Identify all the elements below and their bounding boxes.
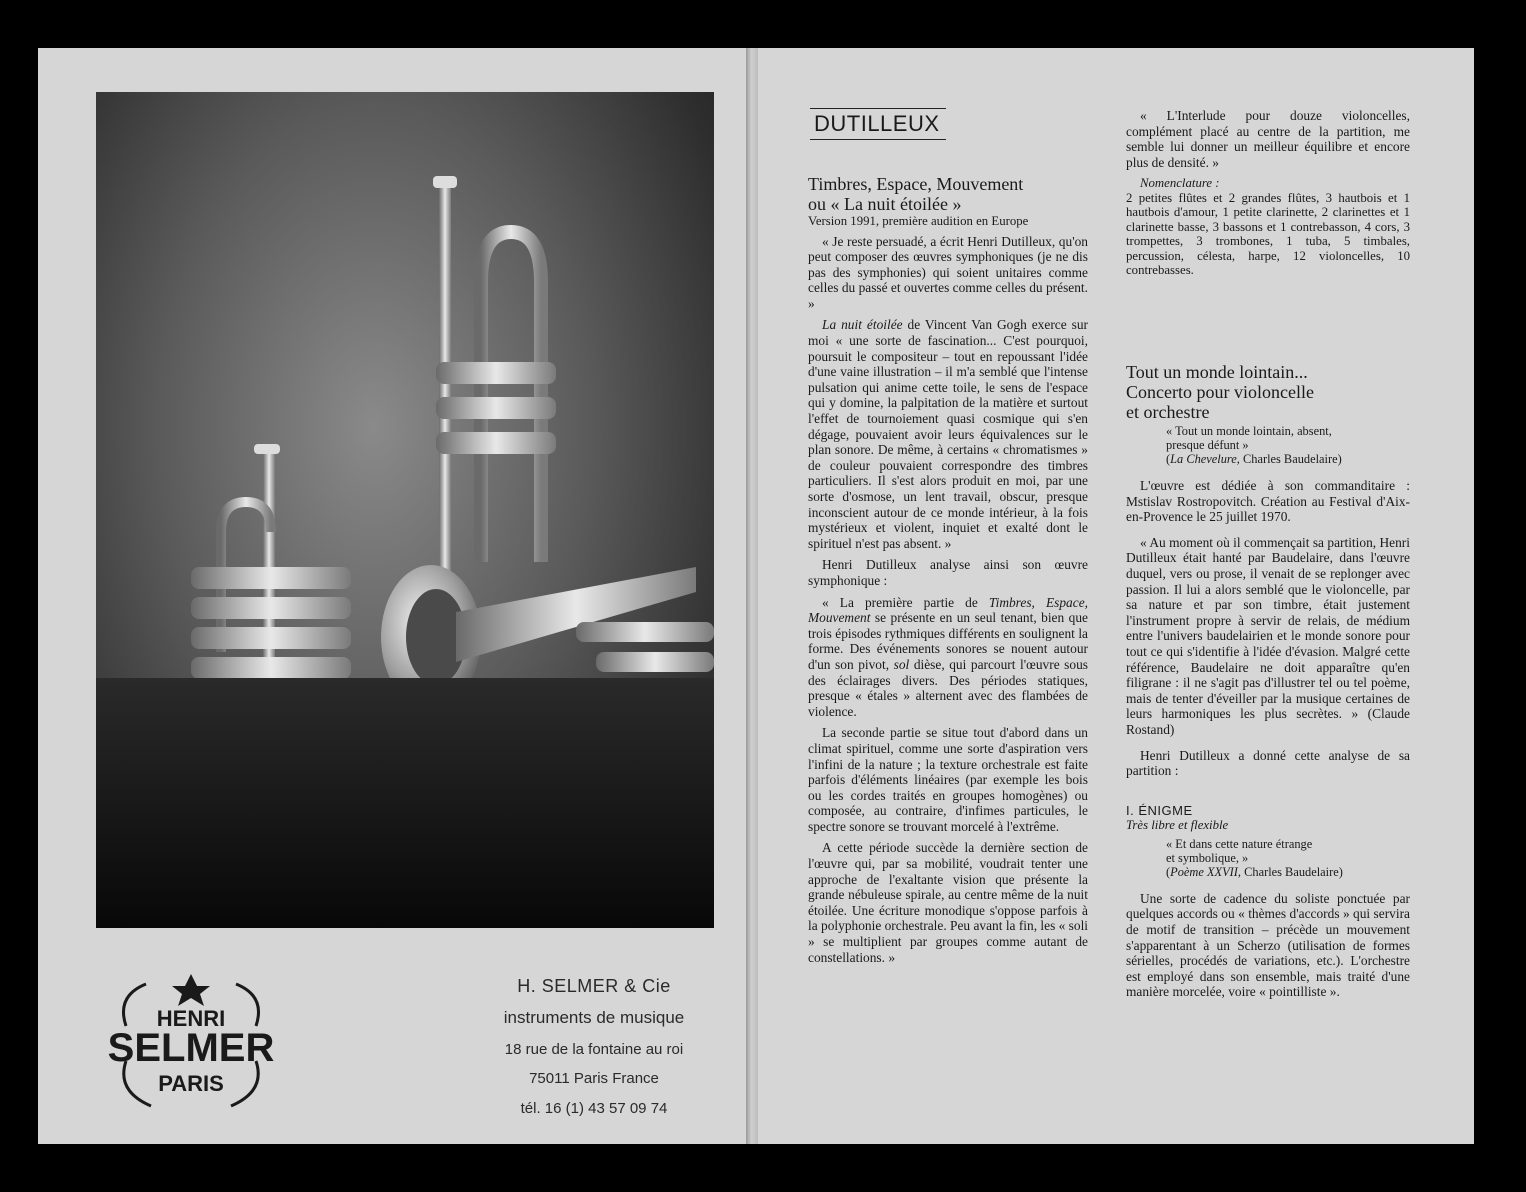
section1-title: I. ÉNIGME xyxy=(1126,802,1193,818)
logo-top-text: HENRI xyxy=(156,1006,226,1031)
work1-paragraph-4: « La première partie de Timbres, Espace, Mouvement se présente en un seul tenant, bien que trois épisodes rythmiques différents en soulignent la forme. Des événements sonores se nouent autour d'un son pivot, sol dièse, qui parcourt l'œuvre sous des éclairages divers. Des périodes statiques, presque « étales » alternent avec des flambées de violence. xyxy=(808,594,1088,719)
section1-quote-line2: et symbolique, » xyxy=(1166,850,1249,865)
composer-heading: DUTILLEUX xyxy=(810,108,946,140)
company-street: 18 rue de la fontaine au roi xyxy=(504,1041,684,1058)
work1-paragraph-7: « L'Interlude pour douze violoncelles, complément placé au centre de la partition, me semble lui donner un meilleur équilibre et encore plus de densité. » xyxy=(1126,108,1410,170)
section1-quote-source: (Poème XXVII, Charles Baudelaire) xyxy=(1166,864,1343,879)
work2-title-line2: Concerto pour violoncelle xyxy=(1126,382,1314,402)
work2-title-line3: et orchestre xyxy=(1126,402,1210,422)
book-spine xyxy=(746,48,758,1144)
work2-paragraph-2: « Au moment où il commençait sa partition, Henri Dutilleux était hanté par Baudelaire, dans l'œuvre duquel, vers ou prose, il venait de se replonger avec passion. Il lui a alors semblé que le violoncelle, par sa nature et par son timbre, était justement l'instrument propre à servir de relais, de médium entre l'univers baudelairien et le monde sonore pour tout ce qui s'identifie à l'idée d'évasion. Malgré cette référence, Baudelaire ne doit apparaître qu'en filigrane : il ne s'agit pas d'illustrer tel ou tel poème, mais de tenter d'éveiller par la musique certaines de leurs harmoniques les plus secrètes. » (Claude Rostand) xyxy=(1126,534,1410,737)
work2-paragraph-1: L'œuvre est dédiée à son commanditaire : Mstislav Rostropovitch. Création au Festival d'Aix-en-Provence le 25 juillet 1970. xyxy=(1126,478,1410,525)
work2-epigraph-line2: presque défunt » xyxy=(1166,438,1249,452)
section1-tempo: Très libre et flexible xyxy=(1126,818,1229,833)
nomenclature-label: Nomenclature : xyxy=(1140,176,1220,191)
work1-subtitle: Version 1991, première audition en Europe xyxy=(808,214,1029,228)
work1-paragraph-3: Henri Dutilleux analyse ainsi son œuvre symphonique : xyxy=(808,557,1088,588)
work2-epigraph-line1: « Tout un monde lointain, absent, xyxy=(1166,424,1332,438)
company-phone: tél. 16 (1) 43 57 09 74 xyxy=(520,1100,668,1117)
company-city: 75011 Paris France xyxy=(529,1070,659,1087)
section1-quote-line1: « Et dans cette nature étrange xyxy=(1166,836,1313,851)
selmer-logo xyxy=(96,966,286,1116)
trumpets-photo xyxy=(96,92,714,928)
work1-paragraph-2: La nuit étoilée de Vincent Van Gogh exerce sur moi « une sorte de fascination... C'est pourquoi, poursuit le compositeur – tout en repoussant l'idée d'une vaine illustration – il m'a semblé que l'intense pulsation qui anime cette toile, le sens de l'espace qui y domine, la palpitation de la matière et surtout l'effet de tournoiement quasi cosmique qui s'en dégage, pouvaient avoir leurs équivalences sur le plan sonore. De même, à certains « chromatismes » de couleur pouvaient correspondre des timbres particuliers. Il s'est alors produit en moi, par une sorte d'osmose, un lent travail, obscur, presque inconscient autour de ce monde intérieur, à la fois mystérieux et violent, inquiet et exalté dont le spirituel n'est pas absent. » xyxy=(808,317,1088,551)
nomenclature-text: 2 petites flûtes et 2 grandes flûtes, 3 hautbois et 1 hautbois d'amour, 1 petite clarinette, 2 clarinettes et 1 clarinette basse, 3 bassons et 1 contrebasson, 4 cors, 3 trompettes, 3 trombones, 1 tuba, 5 timbales, percussion, célesta, harpe, 12 violoncelles, 10 contrebasses. xyxy=(1126,190,1410,278)
work2-epigraph-source: (La Chevelure, Charles Baudelaire) xyxy=(1166,452,1342,466)
work1-title-line2: ou « La nuit étoilée » xyxy=(808,194,962,214)
work1-paragraph-5: La seconde partie se situe tout d'abord dans un climat spirituel, comme une sorte d'aspiration vers l'infini de la nature ; la texture orchestrale est faite parfois d'éléments linéaires (par exemple les bois ou les cordes traités en groupes homogènes) ou composée, au contraire, d'infimes particules, le spectre sonore se trouvant morcelé à l'extrême. xyxy=(808,725,1088,834)
company-name: H. SELMER & Cie xyxy=(517,976,671,996)
right-page xyxy=(758,48,1474,1144)
company-tagline: instruments de musique xyxy=(503,1008,685,1027)
work1-title-line1: Timbres, Espace, Mouvement xyxy=(808,174,1024,194)
work1-paragraph-6: A cette période succède la dernière section de l'œuvre qui, par sa mobilité, voudrait tenter une approche de l'exaltante vision que présente la grande nébuleuse spirale, au centre même de la nuit étoilée. Une écriture monodique s'oppose parfois à la polyphonie orchestrale. Peu avant la fin, les « soli » se multiplient par groupes comme autant de constellations. » xyxy=(808,840,1089,965)
left-page xyxy=(38,48,746,1144)
work2-title-line1: Tout un monde lointain... xyxy=(1126,362,1308,382)
work2-paragraph-3: Henri Dutilleux a donné cette analyse de sa partition : xyxy=(1126,747,1410,779)
work1-paragraph-1: « Je reste persuadé, a écrit Henri Dutilleux, qu'on peut composer des œuvres symphoniques (je ne dis pas des symphonies) qui soient unitaires comme celles du passé et ouvertes comme celles du présent. » xyxy=(808,233,1088,311)
work2-paragraph-4: Une sorte de cadence du soliste ponctuée par quelques accords ou « thèmes d'accords » qui servira de motif de transition – précède un mouvement s'apparentant à un Scherzo (utilisation de formes sérielles, procédés de variations, etc.). L'orchestre est employé dans son ensemble, mais traité d'une manière morcelée, voire « pointilliste ». xyxy=(1126,890,1410,1000)
logo-bottom-text: PARIS xyxy=(158,1071,224,1096)
logo-middle-text: SELMER xyxy=(107,1026,275,1070)
